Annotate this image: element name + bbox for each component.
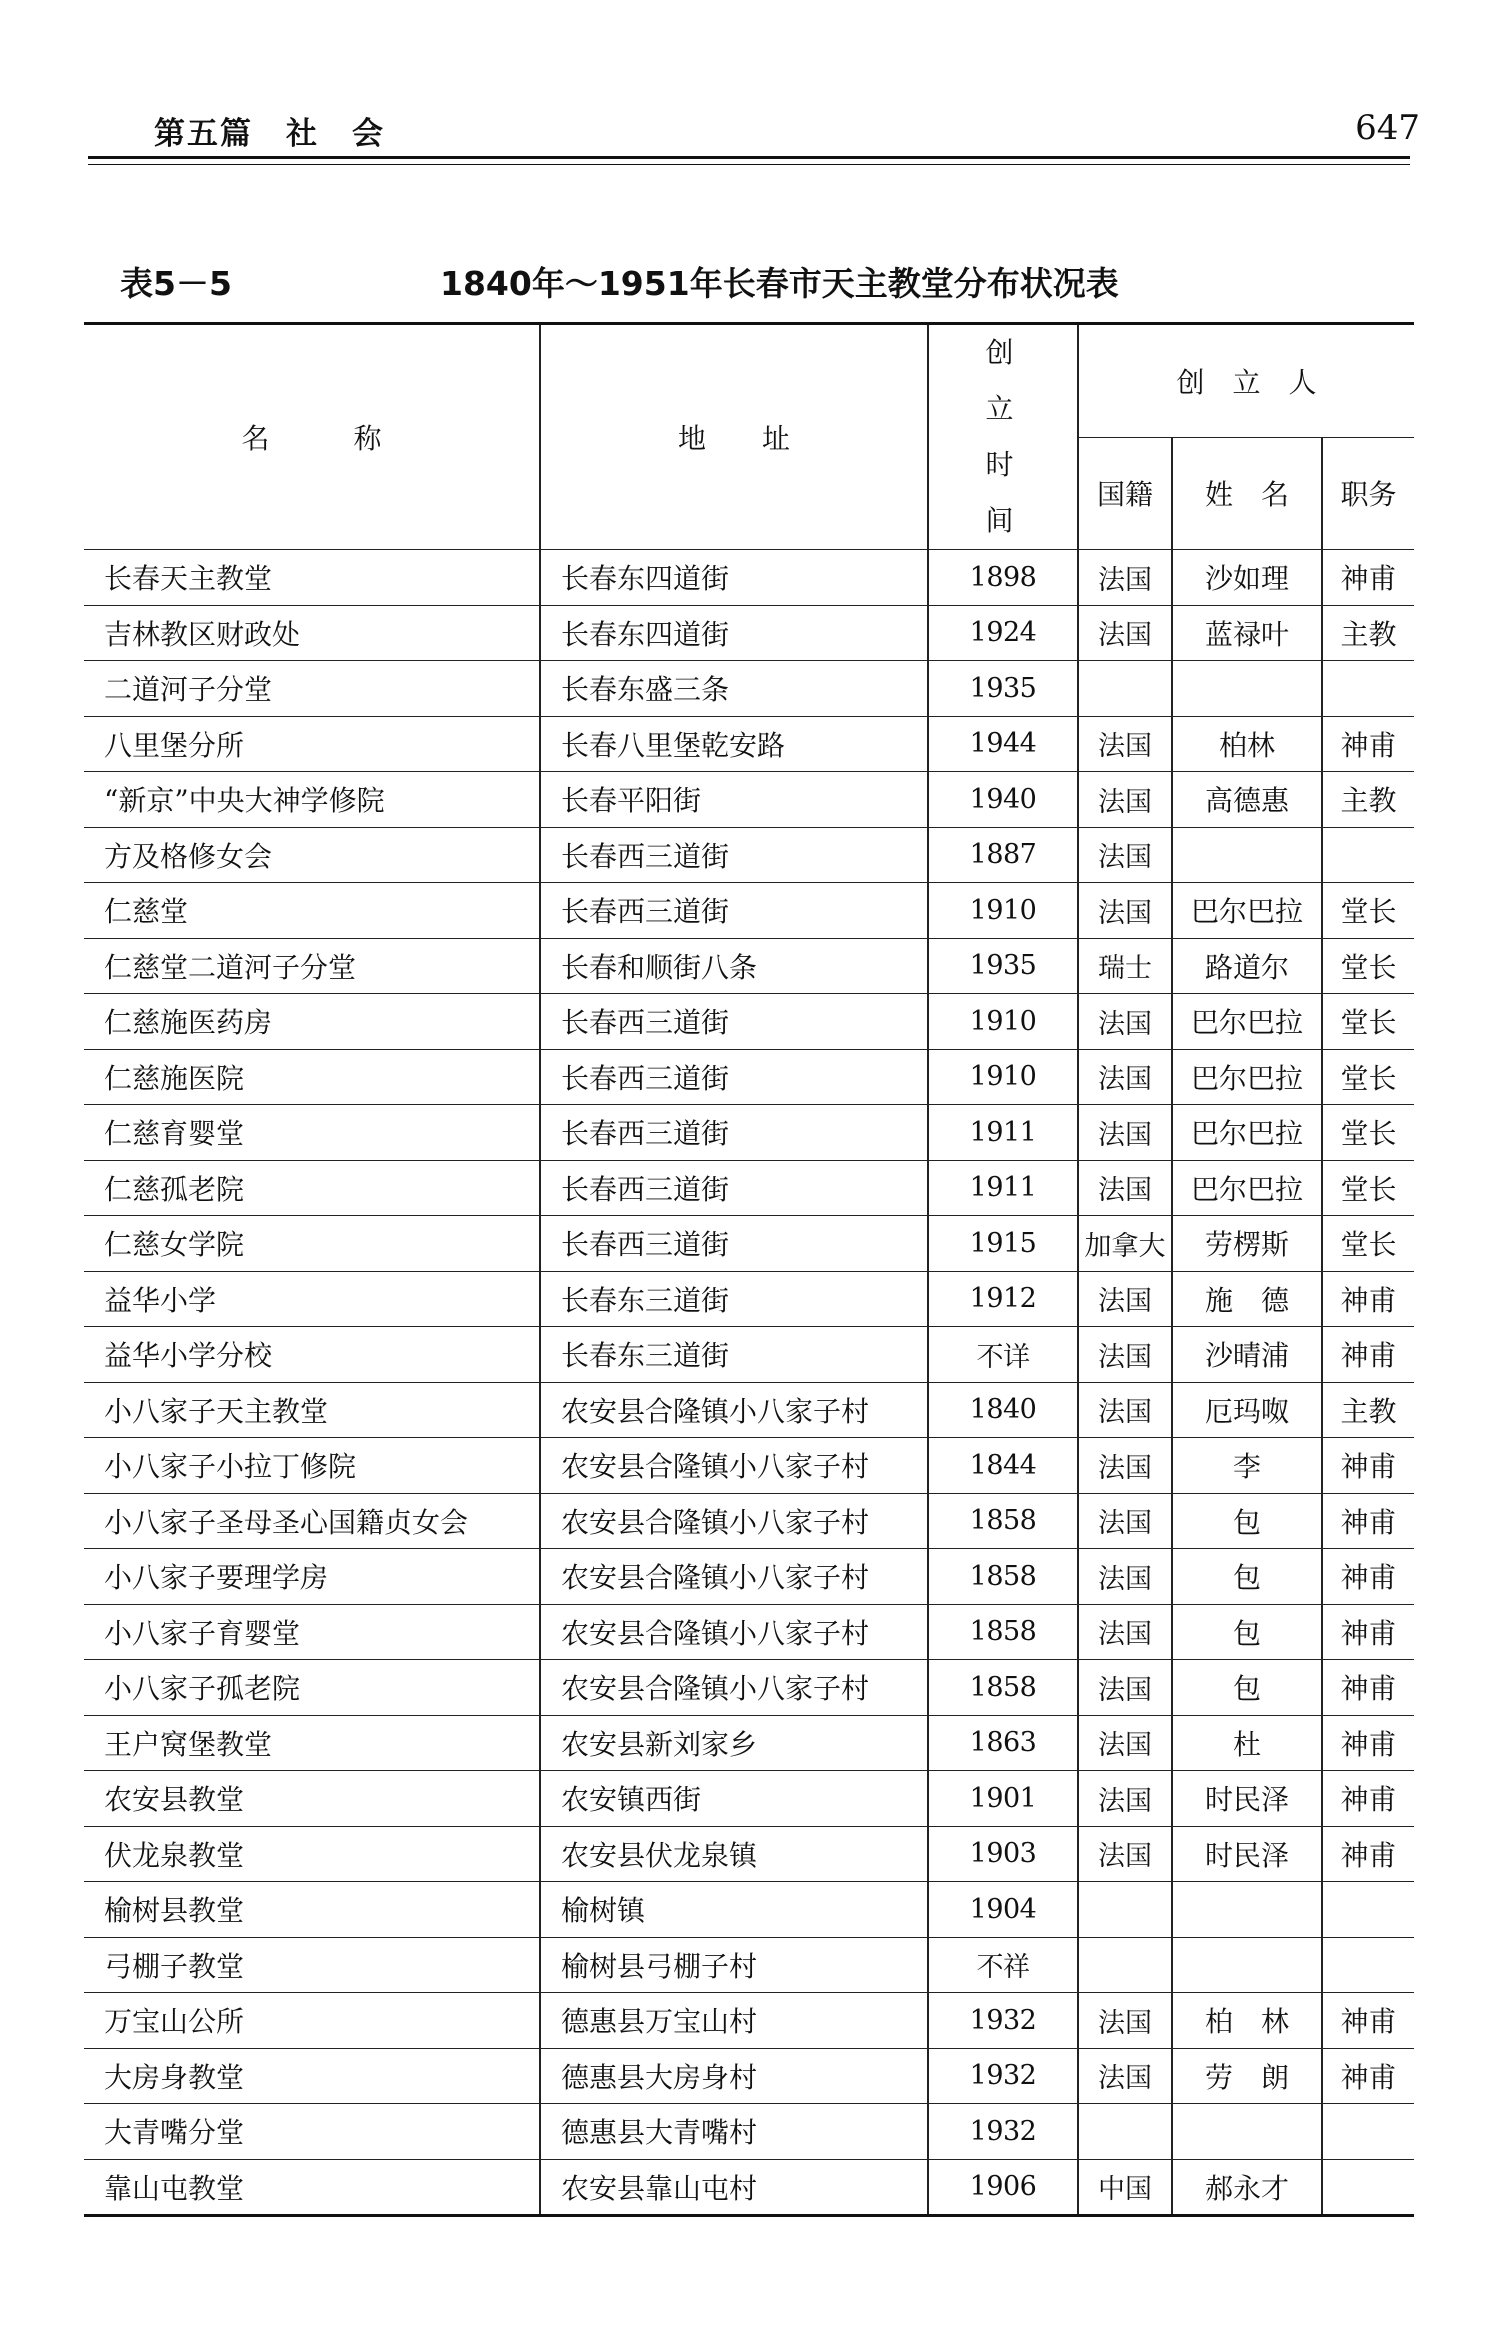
cell-address: 农安县合隆镇小八家子村 xyxy=(540,1382,928,1438)
cell-address: 农安镇西街 xyxy=(540,1771,928,1827)
cell-nationality xyxy=(1078,1882,1172,1938)
cell-name: 仁慈施医院 xyxy=(84,1049,540,1105)
cell-name: 伏龙泉教堂 xyxy=(84,1826,540,1882)
cell-nationality: 中国 xyxy=(1078,2159,1172,2216)
cell-nationality: 法国 xyxy=(1078,1993,1172,2049)
cell-post: 堂长 xyxy=(1322,883,1414,939)
cell-person: 柏 林 xyxy=(1172,1993,1322,2049)
cell-post xyxy=(1322,2159,1414,2216)
cell-nationality: 法国 xyxy=(1078,827,1172,883)
cell-nationality: 法国 xyxy=(1078,1715,1172,1771)
cell-name: 益华小学 xyxy=(84,1271,540,1327)
cell-nationality: 法国 xyxy=(1078,2048,1172,2104)
cell-name: 仁慈女学院 xyxy=(84,1216,540,1272)
cell-name: 八里堡分所 xyxy=(84,716,540,772)
cell-person xyxy=(1172,827,1322,883)
church-distribution-table xyxy=(84,322,1414,2217)
cell-nationality: 法国 xyxy=(1078,1604,1172,1660)
cell-name: 大青嘴分堂 xyxy=(84,2104,540,2160)
cell-address: 长春西三道街 xyxy=(540,1216,928,1272)
cell-address: 长春西三道街 xyxy=(540,1160,928,1216)
cell-post: 堂长 xyxy=(1322,1160,1414,1216)
cell-address: 长春西三道街 xyxy=(540,1049,928,1105)
cell-post: 堂长 xyxy=(1322,994,1414,1050)
cell-year: 1910 xyxy=(928,994,1078,1050)
cell-year: 1898 xyxy=(928,550,1078,606)
cell-year: 1911 xyxy=(928,1160,1078,1216)
table-row xyxy=(84,1771,1414,1827)
cell-year: 不祥 xyxy=(928,1937,1078,1993)
table-row xyxy=(84,1993,1414,2049)
cell-name: 二道河子分堂 xyxy=(84,661,540,717)
table-row xyxy=(84,883,1414,939)
cell-nationality: 法国 xyxy=(1078,550,1172,606)
table-row xyxy=(84,2104,1414,2160)
running-head xyxy=(88,108,1420,154)
cell-address: 农安县合隆镇小八家子村 xyxy=(540,1604,928,1660)
cell-post: 堂长 xyxy=(1322,938,1414,994)
cell-post: 神甫 xyxy=(1322,1271,1414,1327)
cell-nationality: 法国 xyxy=(1078,1549,1172,1605)
cell-name: 榆树县教堂 xyxy=(84,1882,540,1938)
cell-year: 1932 xyxy=(928,1993,1078,2049)
table-row xyxy=(84,1382,1414,1438)
cell-person: 巴尔巴拉 xyxy=(1172,1049,1322,1105)
cell-year: 1910 xyxy=(928,883,1078,939)
cell-post xyxy=(1322,827,1414,883)
cell-post: 神甫 xyxy=(1322,1771,1414,1827)
cell-name: 王户窝堡教堂 xyxy=(84,1715,540,1771)
cell-year: 1932 xyxy=(928,2048,1078,2104)
cell-address: 德惠县大房身村 xyxy=(540,2048,928,2104)
cell-nationality xyxy=(1078,1937,1172,1993)
cell-name: 益华小学分校 xyxy=(84,1327,540,1383)
cell-name: 小八家子天主教堂 xyxy=(84,1382,540,1438)
cell-name: “新京”中央大神学修院 xyxy=(84,772,540,828)
cell-post: 神甫 xyxy=(1322,1660,1414,1716)
cell-year: 1858 xyxy=(928,1604,1078,1660)
cell-nationality xyxy=(1078,661,1172,717)
cell-year: 1935 xyxy=(928,938,1078,994)
table-number: 表5－5 xyxy=(120,264,232,303)
cell-nationality: 法国 xyxy=(1078,1049,1172,1105)
cell-post: 神甫 xyxy=(1322,1549,1414,1605)
table-row xyxy=(84,1105,1414,1161)
table-row xyxy=(84,1327,1414,1383)
cell-post: 神甫 xyxy=(1322,1604,1414,1660)
cell-address: 农安县合隆镇小八家子村 xyxy=(540,1660,928,1716)
cell-year: 不详 xyxy=(928,1327,1078,1383)
cell-post: 主教 xyxy=(1322,772,1414,828)
table-body xyxy=(84,550,1414,2216)
cell-address: 长春东四道街 xyxy=(540,550,928,606)
cell-person: 高德惠 xyxy=(1172,772,1322,828)
header-address: 地 址 xyxy=(540,324,928,550)
cell-year: 1887 xyxy=(928,827,1078,883)
cell-address: 长春平阳街 xyxy=(540,772,928,828)
cell-year: 1901 xyxy=(928,1771,1078,1827)
cell-person: 厄玛呶 xyxy=(1172,1382,1322,1438)
table-row xyxy=(84,2159,1414,2216)
cell-person xyxy=(1172,2104,1322,2160)
table-row xyxy=(84,1049,1414,1105)
table-row xyxy=(84,1882,1414,1938)
cell-year: 1903 xyxy=(928,1826,1078,1882)
cell-address: 农安县合隆镇小八家子村 xyxy=(540,1549,928,1605)
cell-address: 榆树镇 xyxy=(540,1882,928,1938)
cell-nationality: 法国 xyxy=(1078,1493,1172,1549)
cell-person: 沙如理 xyxy=(1172,550,1322,606)
cell-name: 大房身教堂 xyxy=(84,2048,540,2104)
cell-person: 时民泽 xyxy=(1172,1826,1322,1882)
cell-year: 1906 xyxy=(928,2159,1078,2216)
cell-year: 1911 xyxy=(928,1105,1078,1161)
cell-nationality: 加拿大 xyxy=(1078,1216,1172,1272)
cell-post: 堂长 xyxy=(1322,1105,1414,1161)
cell-address: 长春东盛三条 xyxy=(540,661,928,717)
cell-person: 劳楞斯 xyxy=(1172,1216,1322,1272)
cell-post: 神甫 xyxy=(1322,1327,1414,1383)
cell-person: 包 xyxy=(1172,1549,1322,1605)
cell-year: 1858 xyxy=(928,1549,1078,1605)
table-row xyxy=(84,1438,1414,1494)
cell-nationality: 法国 xyxy=(1078,1271,1172,1327)
cell-post: 神甫 xyxy=(1322,1715,1414,1771)
cell-address: 长春东四道街 xyxy=(540,605,928,661)
cell-name: 小八家子小拉丁修院 xyxy=(84,1438,540,1494)
table-row xyxy=(84,994,1414,1050)
cell-nationality: 法国 xyxy=(1078,994,1172,1050)
cell-year: 1940 xyxy=(928,772,1078,828)
header-rule-thin xyxy=(88,164,1410,165)
table-row xyxy=(84,716,1414,772)
table-row xyxy=(84,1160,1414,1216)
cell-year: 1944 xyxy=(928,716,1078,772)
cell-post xyxy=(1322,2104,1414,2160)
cell-nationality: 法国 xyxy=(1078,716,1172,772)
table-row xyxy=(84,1937,1414,1993)
cell-nationality: 法国 xyxy=(1078,1438,1172,1494)
cell-address: 德惠县大青嘴村 xyxy=(540,2104,928,2160)
header-founder-group: 创 立 人 xyxy=(1078,324,1414,438)
cell-person: 巴尔巴拉 xyxy=(1172,994,1322,1050)
cell-person: 路道尔 xyxy=(1172,938,1322,994)
cell-year: 1844 xyxy=(928,1438,1078,1494)
cell-name: 靠山屯教堂 xyxy=(84,2159,540,2216)
cell-post: 神甫 xyxy=(1322,1493,1414,1549)
cell-nationality: 法国 xyxy=(1078,883,1172,939)
cell-name: 长春天主教堂 xyxy=(84,550,540,606)
cell-address: 长春西三道街 xyxy=(540,1105,928,1161)
cell-person: 包 xyxy=(1172,1604,1322,1660)
cell-address: 农安县新刘家乡 xyxy=(540,1715,928,1771)
table-row xyxy=(84,827,1414,883)
cell-person: 郝永才 xyxy=(1172,2159,1322,2216)
cell-nationality xyxy=(1078,2104,1172,2160)
cell-person: 蓝禄叶 xyxy=(1172,605,1322,661)
header-rule xyxy=(88,156,1410,159)
cell-post xyxy=(1322,661,1414,717)
cell-name: 弓棚子教堂 xyxy=(84,1937,540,1993)
cell-address: 长春东三道街 xyxy=(540,1327,928,1383)
cell-address: 农安县合隆镇小八家子村 xyxy=(540,1493,928,1549)
table-row xyxy=(84,938,1414,994)
cell-post: 神甫 xyxy=(1322,716,1414,772)
table-row xyxy=(84,605,1414,661)
cell-post: 神甫 xyxy=(1322,1438,1414,1494)
table-row xyxy=(84,1271,1414,1327)
cell-name: 小八家子育婴堂 xyxy=(84,1604,540,1660)
cell-nationality: 法国 xyxy=(1078,1160,1172,1216)
header-person-name: 姓 名 xyxy=(1172,437,1322,549)
cell-year: 1840 xyxy=(928,1382,1078,1438)
cell-address: 榆树县弓棚子村 xyxy=(540,1937,928,1993)
cell-address: 农安县靠山屯村 xyxy=(540,2159,928,2216)
page-number: 647 xyxy=(1355,108,1420,148)
cell-address: 德惠县万宝山村 xyxy=(540,1993,928,2049)
cell-address: 长春西三道街 xyxy=(540,827,928,883)
cell-post: 神甫 xyxy=(1322,1826,1414,1882)
cell-person: 李 xyxy=(1172,1438,1322,1494)
cell-address: 长春西三道街 xyxy=(540,883,928,939)
section-title: 第五篇 社 会 xyxy=(154,116,385,152)
cell-name: 小八家子圣母圣心国籍贞女会 xyxy=(84,1493,540,1549)
table-row xyxy=(84,550,1414,606)
cell-name: 仁慈孤老院 xyxy=(84,1160,540,1216)
cell-name: 小八家子孤老院 xyxy=(84,1660,540,1716)
cell-name: 农安县教堂 xyxy=(84,1771,540,1827)
cell-nationality: 法国 xyxy=(1078,1771,1172,1827)
table-row xyxy=(84,772,1414,828)
cell-name: 仁慈育婴堂 xyxy=(84,1105,540,1161)
cell-post xyxy=(1322,1937,1414,1993)
table-row xyxy=(84,1549,1414,1605)
table-row xyxy=(84,1216,1414,1272)
cell-year: 1912 xyxy=(928,1271,1078,1327)
table-row xyxy=(84,1604,1414,1660)
cell-person: 巴尔巴拉 xyxy=(1172,1105,1322,1161)
cell-year: 1858 xyxy=(928,1493,1078,1549)
cell-person: 时民泽 xyxy=(1172,1771,1322,1827)
cell-year: 1915 xyxy=(928,1216,1078,1272)
header-founded-time xyxy=(928,324,1078,550)
cell-year: 1910 xyxy=(928,1049,1078,1105)
cell-address: 长春和顺街八条 xyxy=(540,938,928,994)
cell-post: 神甫 xyxy=(1322,1993,1414,2049)
cell-person xyxy=(1172,1937,1322,1993)
cell-post xyxy=(1322,1882,1414,1938)
cell-address: 长春西三道街 xyxy=(540,994,928,1050)
cell-nationality: 瑞士 xyxy=(1078,938,1172,994)
cell-year: 1863 xyxy=(928,1715,1078,1771)
cell-name: 小八家子要理学房 xyxy=(84,1549,540,1605)
cell-name: 万宝山公所 xyxy=(84,1993,540,2049)
table-row xyxy=(84,1715,1414,1771)
cell-person xyxy=(1172,1882,1322,1938)
cell-address: 农安县伏龙泉镇 xyxy=(540,1826,928,1882)
cell-name: 方及格修女会 xyxy=(84,827,540,883)
cell-name: 仁慈堂 xyxy=(84,883,540,939)
cell-person: 沙晴浦 xyxy=(1172,1327,1322,1383)
cell-address: 长春八里堡乾安路 xyxy=(540,716,928,772)
cell-nationality: 法国 xyxy=(1078,1660,1172,1716)
cell-nationality: 法国 xyxy=(1078,1105,1172,1161)
table-row xyxy=(84,661,1414,717)
cell-person: 杜 xyxy=(1172,1715,1322,1771)
table-row xyxy=(84,1493,1414,1549)
cell-year: 1924 xyxy=(928,605,1078,661)
cell-post: 神甫 xyxy=(1322,2048,1414,2104)
cell-nationality: 法国 xyxy=(1078,1327,1172,1383)
cell-nationality: 法国 xyxy=(1078,1826,1172,1882)
cell-person: 柏林 xyxy=(1172,716,1322,772)
cell-person: 巴尔巴拉 xyxy=(1172,1160,1322,1216)
header-name: 名 称 xyxy=(84,324,540,550)
cell-person: 巴尔巴拉 xyxy=(1172,883,1322,939)
header-founded-time-label: 创立时间 xyxy=(985,336,1021,537)
cell-nationality: 法国 xyxy=(1078,772,1172,828)
cell-nationality: 法国 xyxy=(1078,605,1172,661)
cell-year: 1935 xyxy=(928,661,1078,717)
cell-person: 包 xyxy=(1172,1660,1322,1716)
cell-person xyxy=(1172,661,1322,717)
cell-name: 吉林教区财政处 xyxy=(84,605,540,661)
cell-nationality: 法国 xyxy=(1078,1382,1172,1438)
header-nationality: 国籍 xyxy=(1078,437,1172,549)
cell-post: 堂长 xyxy=(1322,1049,1414,1105)
cell-name: 仁慈施医药房 xyxy=(84,994,540,1050)
cell-year: 1858 xyxy=(928,1660,1078,1716)
cell-year: 1932 xyxy=(928,2104,1078,2160)
table-row xyxy=(84,1660,1414,1716)
cell-post: 堂长 xyxy=(1322,1216,1414,1272)
cell-post: 主教 xyxy=(1322,605,1414,661)
cell-address: 农安县合隆镇小八家子村 xyxy=(540,1438,928,1494)
cell-person: 劳 朗 xyxy=(1172,2048,1322,2104)
table-row xyxy=(84,1826,1414,1882)
header-post: 职务 xyxy=(1322,437,1414,549)
cell-person: 包 xyxy=(1172,1493,1322,1549)
cell-address: 长春东三道街 xyxy=(540,1271,928,1327)
table-title: 1840年～1951年长春市天主教堂分布状况表 xyxy=(440,264,1119,303)
cell-post: 主教 xyxy=(1322,1382,1414,1438)
table-row xyxy=(84,2048,1414,2104)
cell-post: 神甫 xyxy=(1322,550,1414,606)
cell-person: 施 德 xyxy=(1172,1271,1322,1327)
cell-year: 1904 xyxy=(928,1882,1078,1938)
cell-name: 仁慈堂二道河子分堂 xyxy=(84,938,540,994)
